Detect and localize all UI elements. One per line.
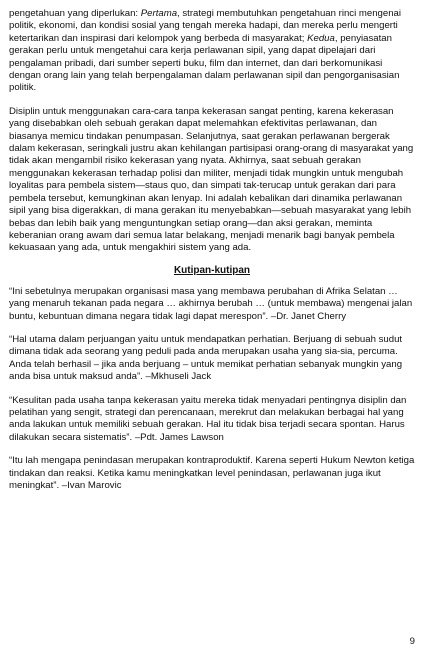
paragraph-intro	[9, 8, 415, 95]
quote-cherry: “Ini sebetulnya merupakan organisasi masa yang membawa perubahan di Afrika Selatan … yang menaruh tekanan pada negara … akhirnya berubah … (untuk membawa) mengenai jalan buntu, kebuntuan dimana negara tidak lagi dapat merespon”. –Dr. Janet Cherry	[9, 285, 413, 322]
paragraph-text: pengetahuan yang diperlukan:	[9, 8, 141, 19]
quote-lawson: “Kesulitan pada usaha tanpa kekerasan yaitu mereka tidak menyadari pentingnya disiplin dan pelatihan yang sengit, strategi dan perencanaan, merekrut dan melakukan berbagai hal yang anda lakukan untuk memiliki sebuah gerakan. Hal itu tidak bisa terjadi secara spontan. Harus dilakukan secara sistematis”. –Pdt. James Lawson	[9, 394, 407, 443]
emphasis-first: Pertama	[140, 8, 178, 19]
paragraph-discipline: Disiplin untuk menggunakan cara-cara tanpa kekerasan sangat penting, karena kekerasan yang disebabkan oleh sebuah gerakan dapat melemahkan efektivitas perlawanan, dan biasanya memicu tindakan penumpasan. Selanjutnya, saat gerakan perlawanan bergerak dalam kekerasan, seringkali justru akan kehilangan partisipasi orang-orang di masyarakat yang tidak akan mengambil risiko kekerasan yang nyata. Akhirnya, saat sebuah gerakan menggunakan kekerasan terhadap polisi dan militer, menjadi tidak mungkin untuk mengubah loyalitas para pembela sistem—staus quo, dan simpati tak-terucap untuk gerakan dari para pembela tersebut, kemungkinan akan lenyap. Ini adalah kebalikan dari dinamika perlawanan sipil yang bisa digerakkan, di mana gerakan itu menyebabkan—sebuah masyarakat yang lebih bebas dan lebih baik yang menguntungkan setiap orang—dan aksi gerakan, meminta keberanian orang awam dari semua latar belakang, menjadi menarik bagi banyak pembela kekuasaan yang ada, untuk mengakhiri sistem yang ada.	[9, 105, 414, 254]
emphasis-second: Kedua	[307, 32, 335, 44]
section-heading: Kutipan-kutipan	[173, 264, 251, 276]
page-number: 9	[409, 636, 415, 647]
paragraph-text: , strategi membutuhkan pengetahuan rinci mengenai politik, ekonomi, dan kondisi sosial yang tengah mereka hadapi, dan mereka perlu mengerti ketertarikan dan inspirasi dari kelompok yang berbeda di masyarakat;	[9, 8, 402, 44]
paragraph-text: , penyiasatan gerakan perlu untuk mengetahui cara kerja perlawanan sipil, yang dapat dipelajari dari pengalaman pribadi, dari sumber seperti buku, film dan internet, dan dari berkomunikasi dengan orang lain yang telah berpengalaman dalam perlawanan sipil dan pengorganisasian politik.	[9, 32, 400, 94]
quote-jack: “Hal utama dalam perjuangan yaitu untuk mendapatkan perhatian. Berjuang di sebuah sudut dimana tidak ada seorang yang peduli pada anda merupakan usaha yang sia-sia, percuma. Anda telah berhasil – jika anda berjuang – untuk memikat perhatian sebanyak mungkin yang anda bisa untuk maksud anda”. –Mkhuseli Jack	[9, 333, 403, 383]
quote-marovic: “Itu lah mengapa penindasan merupakan kontraproduktif. Karena seperti Hukum Newton ketiga tindakan dan reaksi. Ketika kamu meningkatkan level penindasan, perlawanan juga ikut meningkat”. –Ivan Marovic	[9, 455, 415, 491]
